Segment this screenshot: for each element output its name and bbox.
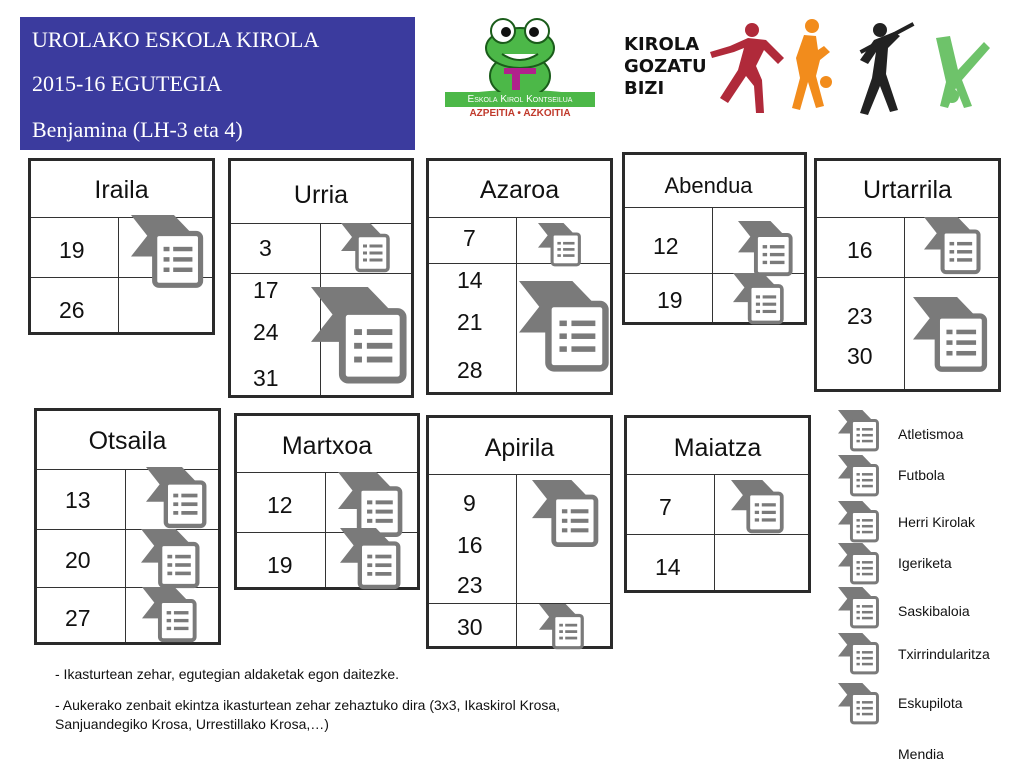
slogan-line-1: KIROLA: [624, 34, 700, 55]
day-12: 12: [267, 492, 293, 518]
row-divider: [817, 277, 998, 278]
activity-icon: [519, 265, 611, 389]
day-12: 12: [653, 233, 679, 259]
gymnast-figure-icon: [936, 36, 990, 108]
day-19: 19: [59, 237, 85, 263]
day-14: 14: [457, 267, 483, 293]
legend-mendia: Mendia: [898, 746, 944, 762]
month-otsaila: [34, 408, 221, 645]
day-31: 31: [253, 365, 279, 391]
sport-figures: [700, 8, 1020, 123]
txirrindularitza-icon: [838, 628, 880, 680]
eskupilota-icon: [838, 678, 880, 730]
column-divider: [714, 474, 715, 590]
note-optional-line-2: Sanjuandegiko Krosa, Urrestillako Krosa,…): [55, 716, 329, 732]
month-apirila: [426, 415, 613, 649]
activity-icon: [521, 480, 611, 548]
activity-icon: [311, 281, 409, 391]
day-14: 14: [655, 554, 681, 580]
saskibaloia-icon: [838, 582, 880, 634]
month-iraila: [28, 158, 215, 335]
activity-icon: [139, 587, 201, 643]
activity-icon: [913, 289, 989, 381]
activity-icon: [715, 273, 803, 325]
day-20: 20: [65, 547, 91, 573]
month-name: Urtarrila: [863, 176, 952, 204]
activity-icon: [135, 529, 207, 589]
month-name: Iraila: [94, 176, 149, 204]
month-azaroa: [426, 158, 613, 395]
day-30: 30: [457, 614, 483, 640]
activity-icon: [725, 221, 807, 277]
slogan-line-3: BIZI: [624, 78, 665, 99]
row-divider: [429, 217, 610, 218]
day-24: 24: [253, 319, 279, 345]
day-23: 23: [847, 303, 873, 329]
month-name: Abendua: [664, 173, 753, 198]
legend-igeriketa: Igeriketa: [898, 555, 952, 571]
day-16: 16: [847, 237, 873, 263]
title-line-1: UROLAKO ESKOLA KIROLA: [32, 27, 320, 52]
legend-txirrindularitza: Txirrindularitza: [898, 646, 990, 662]
row-divider: [429, 474, 610, 475]
column-divider: [516, 474, 517, 646]
futbola-icon: [838, 450, 880, 502]
title-line-2: 2015-16 EGUTEGIA: [32, 71, 223, 96]
day-27: 27: [65, 605, 91, 631]
day-21: 21: [457, 309, 483, 335]
day-13: 13: [65, 487, 91, 513]
legend-saskibaloia: Saskibaloia: [898, 603, 970, 619]
activity-icon: [527, 223, 593, 267]
slogan-line-2: GOZATU: [624, 56, 707, 77]
day-26: 26: [59, 297, 85, 323]
month-urtarrila: [814, 158, 1001, 392]
activity-icon: [921, 217, 985, 275]
note-changes: - Ikasturtean zehar, egutegian aldaketak egon daitezke.: [55, 666, 400, 682]
month-name: Azaroa: [479, 176, 560, 204]
soccer-figure-icon: [792, 19, 832, 110]
frog-logo: [440, 18, 600, 128]
column-divider: [712, 207, 713, 322]
frog-mascot-icon: [440, 18, 600, 103]
activity-icon: [535, 604, 589, 650]
activity-icon: [337, 223, 395, 273]
org-logo-bar: Eskola Kirol Kontseilua: [445, 92, 595, 107]
column-divider: [125, 469, 126, 642]
note-optional-line-1: - Aukerako zenbait ekintza ikasturtean zehar zehaztuko dira (3x3, Ikaskirol Krosa,: [55, 697, 561, 713]
day-17: 17: [253, 277, 279, 303]
month-martxoa: [234, 413, 420, 590]
day-3: 3: [259, 235, 272, 261]
day-19: 19: [657, 287, 683, 313]
day-16: 16: [457, 532, 483, 558]
legend-atletismoa: Atletismoa: [898, 426, 964, 442]
month-maiatza: [624, 415, 811, 593]
month-name: Maiatza: [673, 434, 762, 462]
day-30: 30: [847, 343, 873, 369]
javelin-figure-icon: [860, 22, 915, 115]
activity-icon: [329, 528, 413, 590]
month-name: Apirila: [484, 434, 555, 462]
month-name: Otsaila: [88, 427, 167, 455]
row-divider: [625, 207, 804, 208]
column-divider: [904, 217, 905, 389]
day-7: 7: [659, 494, 672, 520]
activity-icon: [145, 467, 209, 529]
month-abendua: [622, 152, 807, 325]
month-name: Urria: [293, 181, 349, 209]
column-divider: [325, 472, 326, 587]
column-divider: [118, 217, 119, 332]
legend-futbola: Futbola: [898, 467, 945, 483]
day-23: 23: [457, 572, 483, 598]
title-line-3: Benjamina (LH-3 eta 4): [32, 117, 243, 142]
slogan: [624, 34, 707, 100]
day-28: 28: [457, 357, 483, 383]
title-box: [20, 17, 415, 150]
activity-icon: [731, 474, 785, 540]
legend-eskupilota: Eskupilota: [898, 695, 963, 711]
day-9: 9: [463, 490, 476, 516]
day-7: 7: [463, 225, 476, 251]
month-name: Martxoa: [281, 432, 373, 460]
row-divider: [231, 273, 411, 274]
runner-figure-icon: [710, 23, 784, 113]
column-divider: [516, 217, 517, 392]
month-urria: [228, 158, 414, 398]
day-19: 19: [267, 552, 293, 578]
legend-herri-kirolak: Herri Kirolak: [898, 514, 976, 530]
activity-icon: [123, 215, 213, 289]
org-logo-towns: AZPEITIA • AZKOITIA: [469, 108, 571, 119]
